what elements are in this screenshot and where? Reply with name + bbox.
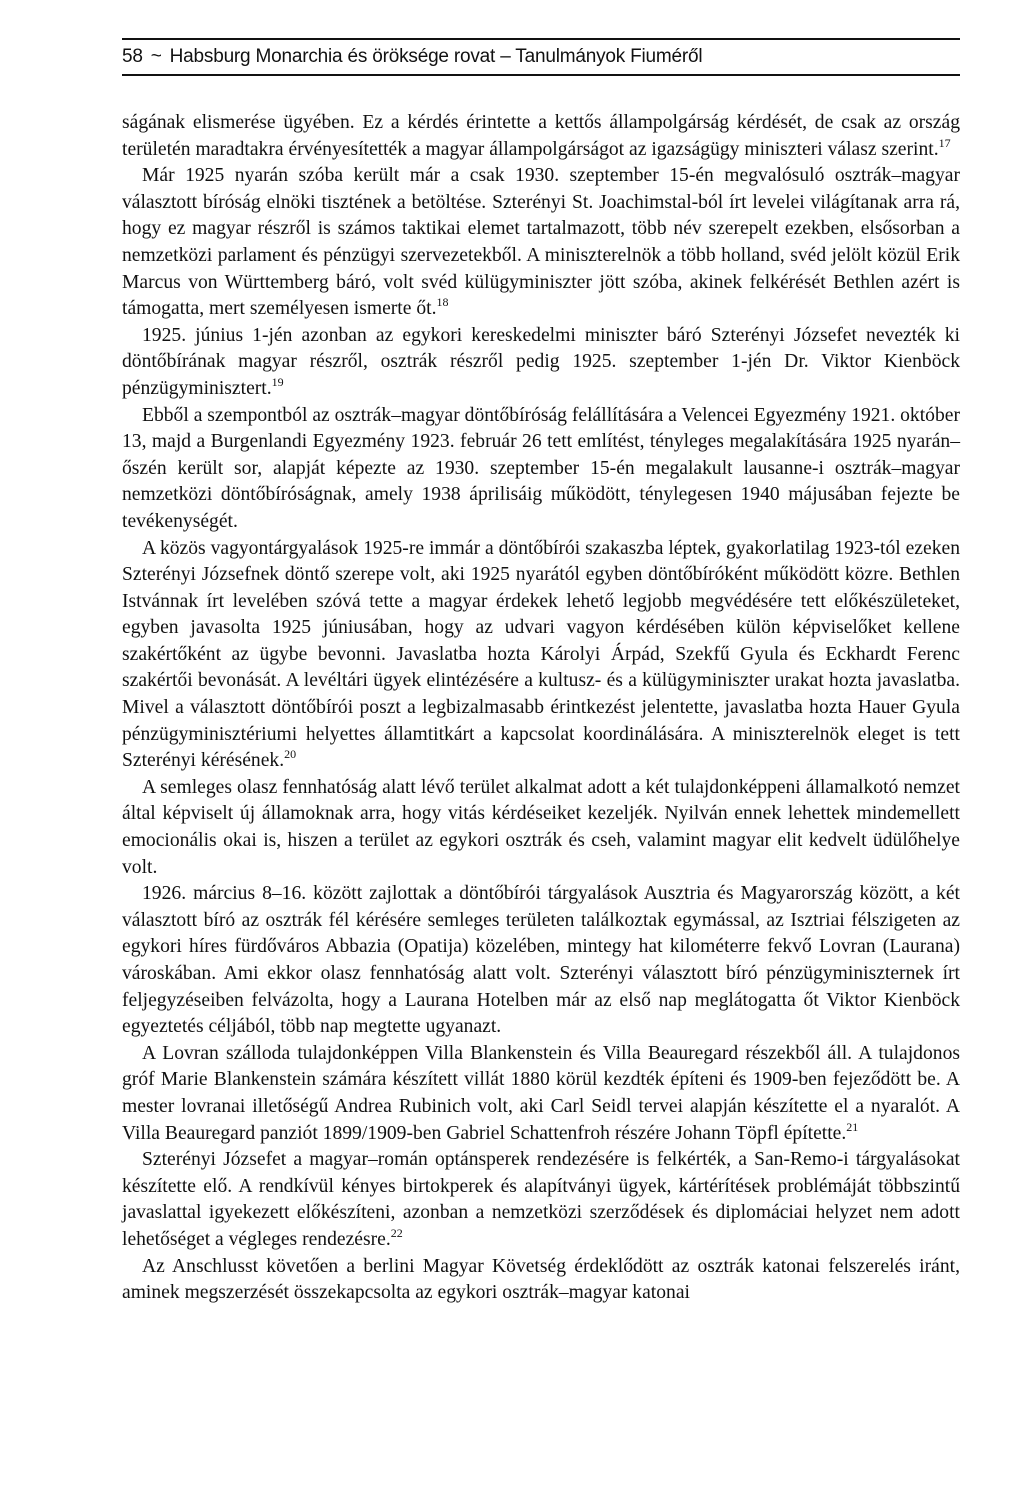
paragraph-text: A semleges olasz fennhatóság alatt lévő terület alkalmat adott a két tulajdonképpeni államalkotó nemzet által képviselt új államoknak arra, hogy vitás kérdéseiket kezeljék. Nyilván ennek lehettek mindemellett emocionális okai is, hiszen a terület az egykori osztrák és cseh, valamint magyar elit kedvelt üdülőhelye volt. [122,776,960,878]
paragraph-text: Már 1925 nyarán szóba került már a csak 1930. szeptember 15-én megvalósuló osztrák–magyar választott bíróság elnöki tisztének a betöltése. Szterényi St. Joachimstal-ból írt levelei világítanak arra rá, hogy ez magyar részről is számos taktikai elemet tartalmazott, több név szerepelt ezekben, elsősorban a nemzetközi parlament és pénzügyi szervezetekből. A miniszterelnök a több holland, svéd jelölt közül Erik Marcus von Württemberg báró, volt svéd külügyminiszter jött szóba, akinek felkérését Bethlen azért is támogatta, mert személyesen ismerte őt. [122,165,960,320]
paragraph-text: Az Anschlusst követően a berlini Magyar Követség érdeklődött az osztrák katonai felszerelés iránt, aminek megszerzését összekapcsolta az egykori osztrák–magyar katonai [122,1255,960,1304]
footnote-ref-18: 18 [436,295,449,310]
page-number: 58 [122,46,143,67]
paragraph-9 [122,1147,960,1253]
paragraph-4 [122,403,960,536]
paragraph-3 [122,323,960,403]
footnote-ref-20: 20 [284,747,297,762]
paragraph-text: Ebből a szempontból az osztrák–magyar döntőbíróság felállítására a Velencei Egyezmény 1921. október 13, majd a Burgenlandi Egyezmény 1923. február 26 tett említést, tényleges megalakítására 1925 nyarán–őszén került sor, alapját képezte az 1930. szeptember 15-én megalakult lausanne-i osztrák–magyar nemzetközi döntőbíróságnak, amely 1938 áprilisáig működött, ténylegesen 1940 májusában fejezte be tevékenységét. [122,404,960,532]
paragraph-2 [122,163,960,323]
paragraph-6 [122,775,960,881]
paragraph-8 [122,1041,960,1147]
paragraph-text: 1926. március 8–16. között zajlottak a döntőbírói tárgyalások Ausztria és Magyarország között, a két választott bíró az osztrák fél kérésére semleges területen találkoztak egymással, az Isztriai félszigeten az egykori híres fürdőváros Abbazia (Opatija) közelében, mintegy hat kilométerre fekvő Lovran (Laurana) városkában. Ami ekkor olasz fennhatóság alatt volt. Szterényi választott bíró pénzügyminiszternek írt feljegyzéseiben felvázolta, hogy a Laurana Hotelben már az első nap meglátogatta őt Viktor Kienböck egyeztetés céljából, több nap megtette ugyanazt. [122,883,960,1038]
paragraph-text: A közös vagyontárgyalások 1925-re immár a döntőbírói szakaszba léptek, gyakorlatilag 1923-tól ezeken Szterényi Józsefnek döntő szerepe volt, aki 1925 nyarától egyben döntőbíróként működött közre. Bethlen Istvánnak írt levelében szóvá tette a magyar érdekek lehető legjobb megvédésére tett előkészületeket, egyben javasolta 1925 júniusában, hogy az udvari vagyon kérdésében külön képviselőket kellene szakértőként az ügybe bevonni. Javaslatba hozta Károlyi Árpád, Szekfű Gyula és Eckhardt Ferenc szakértői bevonását. A levéltári ügyek elintézésére a kultusz- és a külügyminiszter urakat hozta javaslatba. Mivel a választott döntőbírói poszt a legbizalmasabb érintkezést jelentette, javaslatba hozta Hauer Gyula pénzügyminisztériumi helyettes államtitkárt a kapcsolat koordinálására. A miniszterelnök eleget is tett Szterényi kérésének. [122,537,960,772]
paragraph-1 [122,110,960,163]
document-page [122,38,960,1307]
paragraph-text: 1925. június 1-jén azonban az egykori kereskedelmi miniszter báró Szterényi Józsefet nevezték ki döntőbírának magyar részről, osztrák részről pedig 1925. szeptember 1-jén Dr. Viktor Kienböck pénzügyminisztert. [122,324,960,399]
paragraph-7 [122,881,960,1041]
paragraph-10 [122,1254,960,1307]
footnote-ref-19: 19 [271,374,284,389]
paragraph-text: A Lovran szálloda tulajdonképpen Villa Blankenstein és Villa Beauregard részekből áll. A tulajdonos gróf Marie Blankenstein számára készített villát 1880 körül kezdték építeni és 1909-ben fejeződött be. A mester lovranai illetőségű Andrea Rubinich volt, aki Carl Seidl tervei alapján készítette el a nyaralót. A Villa Beauregard panziót 1899/1909-ben Gabriel Schattenfroh részére Johann Töpfl építette. [122,1042,960,1144]
running-title: Habsburg Monarchia és öröksége rovat – Tanulmányok Fiuméről [169,46,703,67]
footnote-ref-21: 21 [846,1119,859,1134]
body-text [122,110,960,1307]
running-header [122,38,960,76]
paragraph-text: Szterényi Józsefet a magyar–román optánsperek rendezésére is felkérték, a San-Remo-i tárgyalásokat készítette elő. A rendkívül kényes birtokperek és alapítványi ügyek, kártérítések problémáját többszintű javaslattal igyekezett előkészíteni, azonban a nemzetközi szerződések és diplomáciai helyzet nem adott lehetőséget a végleges rendezésre. [122,1149,960,1250]
footnote-ref-22: 22 [390,1225,403,1240]
footnote-ref-17: 17 [938,135,951,150]
paragraph-text: ságának elismerése ügyében. Ez a kérdés érintette a kettős állampolgárság kérdését, de csak az ország területén maradtakra érvényesítették a magyar állampolgárságot az igazságügy miniszteri válasz szerint. [122,112,960,160]
header-separator: ~ [150,46,162,67]
paragraph-5 [122,536,960,775]
